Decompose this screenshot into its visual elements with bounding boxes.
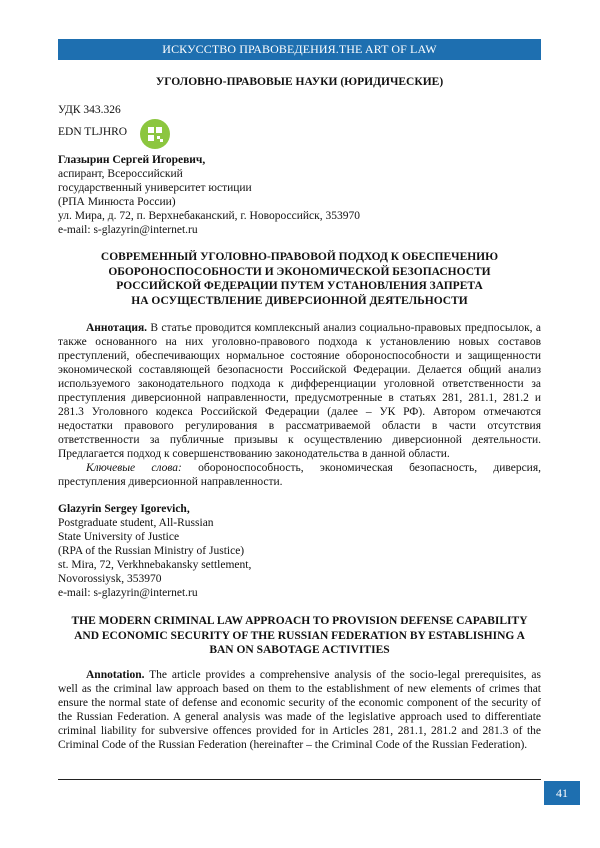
journal-header xyxy=(58,39,541,60)
section-title: УГОЛОВНО-ПРАВОВЫЕ НАУКИ (ЮРИДИЧЕСКИЕ) xyxy=(155,76,444,88)
ru-abstract-lead: Аннотация. xyxy=(86,322,148,334)
en-author-affiliation-short: (RPA of the Russian Ministry of Justice) xyxy=(58,545,245,557)
page-number xyxy=(544,781,580,805)
en-author-affiliation: State University of Justice xyxy=(58,531,180,543)
edn-code: EDN TLJHRO xyxy=(58,126,128,138)
ru-keywords-lead: Ключевые слова: xyxy=(86,462,182,474)
en-title-line: THE MODERN CRIMINAL LAW APPROACH TO PROVISION DEFENSE CAPABILITY xyxy=(71,615,528,627)
ru-author-block xyxy=(58,153,541,237)
ru-author-email: e-mail: s-glazyrin@internet.ru xyxy=(58,224,198,236)
ru-article-title xyxy=(58,250,541,308)
en-author-city: Novorossiysk, 353970 xyxy=(58,573,162,585)
en-author-block xyxy=(58,502,541,600)
ru-title-line: НА ОСУЩЕСТВЛЕНИЕ ДИВЕРСИОННОЙ ДЕЯТЕЛЬНОСТИ xyxy=(131,294,468,307)
ru-keywords-text: обороноспособность, экономическая безопасность, диверсия, преступления диверсионной направленности. xyxy=(58,462,541,488)
en-title-line: AND ECONOMIC SECURITY OF THE RUSSIAN FEDERATION BY ESTABLISHING A xyxy=(74,629,525,642)
ru-abstract xyxy=(58,321,541,489)
footer-divider xyxy=(58,779,541,780)
ru-author-affiliation-short: (РПА Минюста России) xyxy=(58,196,176,208)
en-author-position: Postgraduate student, All-Russian xyxy=(58,517,214,529)
ru-title-line: РОССИЙСКОЙ ФЕДЕРАЦИИ ПУТЕМ УСТАНОВЛЕНИЯ ЗАПРЕТА xyxy=(116,280,483,292)
en-abstract-lead: Annotation. xyxy=(86,669,145,681)
en-author-name: Glazyrin Sergey Igorevich, xyxy=(58,503,190,515)
page-number-label: 41 xyxy=(556,786,568,800)
ru-title-line: ОБОРОНОСПОСОБНОСТИ И ЭКОНОМИЧЕСКОЙ БЕЗОПАСНОСТИ xyxy=(108,265,491,278)
journal-title: ИСКУССТВО ПРАВОВЕДЕНИЯ.THE ART OF LAW xyxy=(162,42,437,56)
ru-author-position: аспирант, Всероссийский xyxy=(58,168,183,180)
ru-abstract-text: В статье проводится комплексный анализ социально-правовых предпосылок, а также основанного на них уголовно-правового подхода к установлению новых составов преступлений, обеспечивающих нормальное состояние обороноспособности и защищенности экономической составляющей безопасности Российской Федерации. Делается общий анализ используемого законодательного подхода к дифференциации уголовной ответственности за преступления диверсионной направленности, предусмотренные в статьях 281, 281.1, 281.2 и 281.3 Уголовного кодекса Российской Федерации (далее – УК РФ). Автором отмечаются недостатки правового регулирования в рассматриваемой области в части отсутствия ответственности за публичные призывы к осуществлению диверсионной деятельности. Предлагается подход к совершенствованию законодательства в данной области. xyxy=(58,322,541,460)
en-abstract xyxy=(58,668,541,752)
en-title-line: BAN ON SABOTAGE ACTIVITIES xyxy=(209,644,390,656)
en-article-title xyxy=(58,614,541,658)
en-author-email: e-mail: s-glazyrin@internet.ru xyxy=(58,587,198,599)
en-author-address: st. Mira, 72, Verkhnebakansky settlement, xyxy=(58,559,252,571)
udc-code: УДК 343.326 xyxy=(58,104,121,116)
ru-author-affiliation: государственный университет юстиции xyxy=(58,182,252,194)
ru-author-name: Глазырин Сергей Игоревич, xyxy=(58,154,206,166)
ru-author-address: ул. Мира, д. 72, п. Верхнебаканский, г. Новороссийск, 353970 xyxy=(58,210,360,222)
ru-title-line: СОВРЕМЕННЫЙ УГОЛОВНО-ПРАВОВОЙ ПОДХОД К ОБЕСПЕЧЕНИЮ xyxy=(100,251,499,263)
qr-code-icon[interactable] xyxy=(140,119,170,149)
en-abstract-text: The article provides a comprehensive analysis of the socio-legal prerequisites, as well as the criminal law approach based on them to the establishment of new elements of crimes that ensure the normal state of defense and economic security of the economic component of the security of the Russian Federation. A general analysis was made of the legislative approach used to differentiate criminal liability for subversive offences provided for in Articles 281, 281.1, 281.2 and 281.3 of the Criminal Code of the Russian Federation (hereinafter – the Criminal Code of the Russian Federation). xyxy=(58,669,541,751)
